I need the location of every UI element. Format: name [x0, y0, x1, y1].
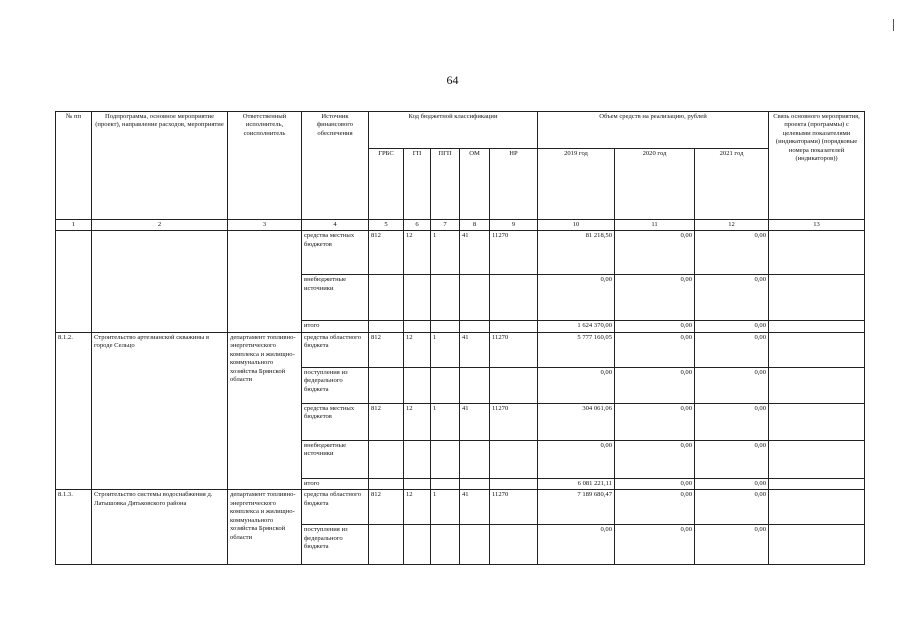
column-number: 5	[369, 220, 404, 231]
code-pgp	[431, 525, 460, 565]
indicator-link	[769, 367, 865, 403]
column-number: 2	[92, 220, 228, 231]
code-pgp: 1	[431, 332, 460, 367]
funding-source: средства областного бюджета	[302, 332, 369, 367]
indicator-link	[769, 490, 865, 525]
amount-2021: 0,00	[695, 478, 769, 489]
funding-source: средства местных бюджетов	[302, 403, 369, 440]
code-om: 41	[460, 332, 490, 367]
amount-2019: 0,00	[538, 440, 615, 478]
amount-2021: 0,00	[695, 403, 769, 440]
amount-2019: 7 189 680,47	[538, 490, 615, 525]
indicator-link	[769, 440, 865, 478]
header-source: Источник финансового обеспечения	[302, 112, 369, 220]
code-nr: 11270	[490, 231, 538, 275]
code-grbs	[369, 478, 404, 489]
header-executor: Ответственный исполнитель, соисполнитель	[228, 112, 302, 220]
edge-mark	[893, 19, 894, 31]
code-om	[460, 367, 490, 403]
code-grbs: 812	[369, 332, 404, 367]
column-number: 4	[302, 220, 369, 231]
item-name	[92, 231, 228, 332]
amount-2021: 0,00	[695, 525, 769, 565]
column-number: 9	[490, 220, 538, 231]
code-gp: 12	[404, 231, 431, 275]
budget-table	[55, 111, 865, 565]
column-numbers-row	[56, 220, 865, 231]
amount-2021: 0,00	[695, 275, 769, 321]
amount-2020: 0,00	[615, 321, 695, 332]
amount-2020: 0,00	[615, 275, 695, 321]
code-om: 41	[460, 490, 490, 525]
code-grbs: 812	[369, 403, 404, 440]
code-grbs	[369, 275, 404, 321]
code-om	[460, 440, 490, 478]
code-pgp	[431, 275, 460, 321]
funding-source: средства местных бюджетов	[302, 231, 369, 275]
amount-2021: 0,00	[695, 321, 769, 332]
code-grbs	[369, 321, 404, 332]
header-num: № пп	[56, 112, 92, 220]
column-number: 10	[538, 220, 615, 231]
code-pgp	[431, 478, 460, 489]
code-om	[460, 275, 490, 321]
header-volume: Объем средств на реализацию, рублей	[538, 112, 769, 149]
header-om: ОМ	[460, 149, 490, 220]
amount-2019: 6 081 221,11	[538, 478, 615, 489]
header-grbs: ГРБС	[369, 149, 404, 220]
funding-source: внебюджетные источники	[302, 440, 369, 478]
code-nr	[490, 440, 538, 478]
code-grbs: 812	[369, 490, 404, 525]
code-om	[460, 321, 490, 332]
header-pgp: ПГП	[431, 149, 460, 220]
amount-2021: 0,00	[695, 231, 769, 275]
column-number: 7	[431, 220, 460, 231]
item-name: Строительство артезианской скважины в городе Сельцо	[92, 332, 228, 489]
indicator-link	[769, 231, 865, 275]
code-grbs: 812	[369, 231, 404, 275]
code-nr	[490, 275, 538, 321]
item-number: 8.1.2.	[56, 332, 92, 489]
code-pgp: 1	[431, 490, 460, 525]
funding-source: итого	[302, 321, 369, 332]
code-om: 41	[460, 403, 490, 440]
indicator-link	[769, 403, 865, 440]
code-pgp: 1	[431, 231, 460, 275]
code-gp	[404, 525, 431, 565]
code-pgp	[431, 440, 460, 478]
header-gp: ГП	[404, 149, 431, 220]
amount-2020: 0,00	[615, 367, 695, 403]
amount-2019: 0,00	[538, 275, 615, 321]
amount-2021: 0,00	[695, 440, 769, 478]
table-body	[56, 231, 865, 565]
code-pgp	[431, 367, 460, 403]
header-year-2021: 2021 год	[695, 149, 769, 220]
indicator-link	[769, 275, 865, 321]
column-number: 6	[404, 220, 431, 231]
header-year-2019: 2019 год	[538, 149, 615, 220]
code-nr: 11270	[490, 332, 538, 367]
code-nr: 11270	[490, 403, 538, 440]
amount-2021: 0,00	[695, 367, 769, 403]
indicator-link	[769, 321, 865, 332]
item-number	[56, 231, 92, 332]
code-gp: 12	[404, 332, 431, 367]
amount-2020: 0,00	[615, 478, 695, 489]
table-row	[56, 490, 865, 525]
amount-2019: 5 777 160,05	[538, 332, 615, 367]
funding-source: итого	[302, 478, 369, 489]
code-nr	[490, 478, 538, 489]
amount-2020: 0,00	[615, 440, 695, 478]
code-gp	[404, 321, 431, 332]
page-number: 64	[446, 73, 459, 87]
indicator-link	[769, 332, 865, 367]
code-om	[460, 478, 490, 489]
indicator-link	[769, 525, 865, 565]
amount-2020: 0,00	[615, 525, 695, 565]
table-row	[56, 231, 865, 275]
code-om: 41	[460, 231, 490, 275]
column-number: 8	[460, 220, 490, 231]
code-om	[460, 525, 490, 565]
amount-2019: 304 061,06	[538, 403, 615, 440]
indicator-link	[769, 478, 865, 489]
header-year-2020: 2020 год	[615, 149, 695, 220]
code-gp	[404, 478, 431, 489]
amount-2019: 81 218,50	[538, 231, 615, 275]
table-row	[56, 332, 865, 367]
header-subprogram: Подпрограмма, основное мероприятие (проект), направление расходов, мероприятие	[92, 112, 228, 220]
code-nr	[490, 367, 538, 403]
column-number: 11	[615, 220, 695, 231]
item-number: 8.1.3.	[56, 490, 92, 565]
column-number: 12	[695, 220, 769, 231]
amount-2020: 0,00	[615, 231, 695, 275]
amount-2019: 0,00	[538, 525, 615, 565]
code-gp	[404, 367, 431, 403]
code-gp: 12	[404, 403, 431, 440]
code-grbs	[369, 440, 404, 478]
amount-2020: 0,00	[615, 403, 695, 440]
code-pgp	[431, 321, 460, 332]
header-nr: НР	[490, 149, 538, 220]
item-executor: департамент топливно-энергетического комплекса и жилищно-коммунального хозяйства Брянской области	[228, 332, 302, 489]
amount-2020: 0,00	[615, 332, 695, 367]
header-budget-code: Код бюджетной классификации	[369, 112, 538, 149]
code-gp	[404, 440, 431, 478]
code-grbs	[369, 525, 404, 565]
code-gp: 12	[404, 490, 431, 525]
funding-source: поступления из федерального бюджета	[302, 525, 369, 565]
funding-source: внебюджетные источники	[302, 275, 369, 321]
header-link: Связь основного мероприятия, проекта (программы) с целевыми показателями (индикаторами) (порядковые номера показателей (индикаторов))	[769, 112, 865, 220]
funding-source: средства областного бюджета	[302, 490, 369, 525]
amount-2021: 0,00	[695, 332, 769, 367]
amount-2020: 0,00	[615, 490, 695, 525]
amount-2019: 0,00	[538, 367, 615, 403]
column-number: 13	[769, 220, 865, 231]
code-gp	[404, 275, 431, 321]
code-nr	[490, 321, 538, 332]
amount-2021: 0,00	[695, 490, 769, 525]
code-nr	[490, 525, 538, 565]
column-number: 3	[228, 220, 302, 231]
amount-2019: 1 624 370,00	[538, 321, 615, 332]
item-name: Строительство системы водоснабжения д. Латышовка Дятьковского района	[92, 490, 228, 565]
funding-source: поступления из федерального бюджета	[302, 367, 369, 403]
item-executor: департамент топливно-энергетического комплекса и жилищно-коммунального хозяйства Брянской области	[228, 490, 302, 565]
column-number: 1	[56, 220, 92, 231]
code-grbs	[369, 367, 404, 403]
code-pgp: 1	[431, 403, 460, 440]
item-executor	[228, 231, 302, 332]
code-nr: 11270	[490, 490, 538, 525]
